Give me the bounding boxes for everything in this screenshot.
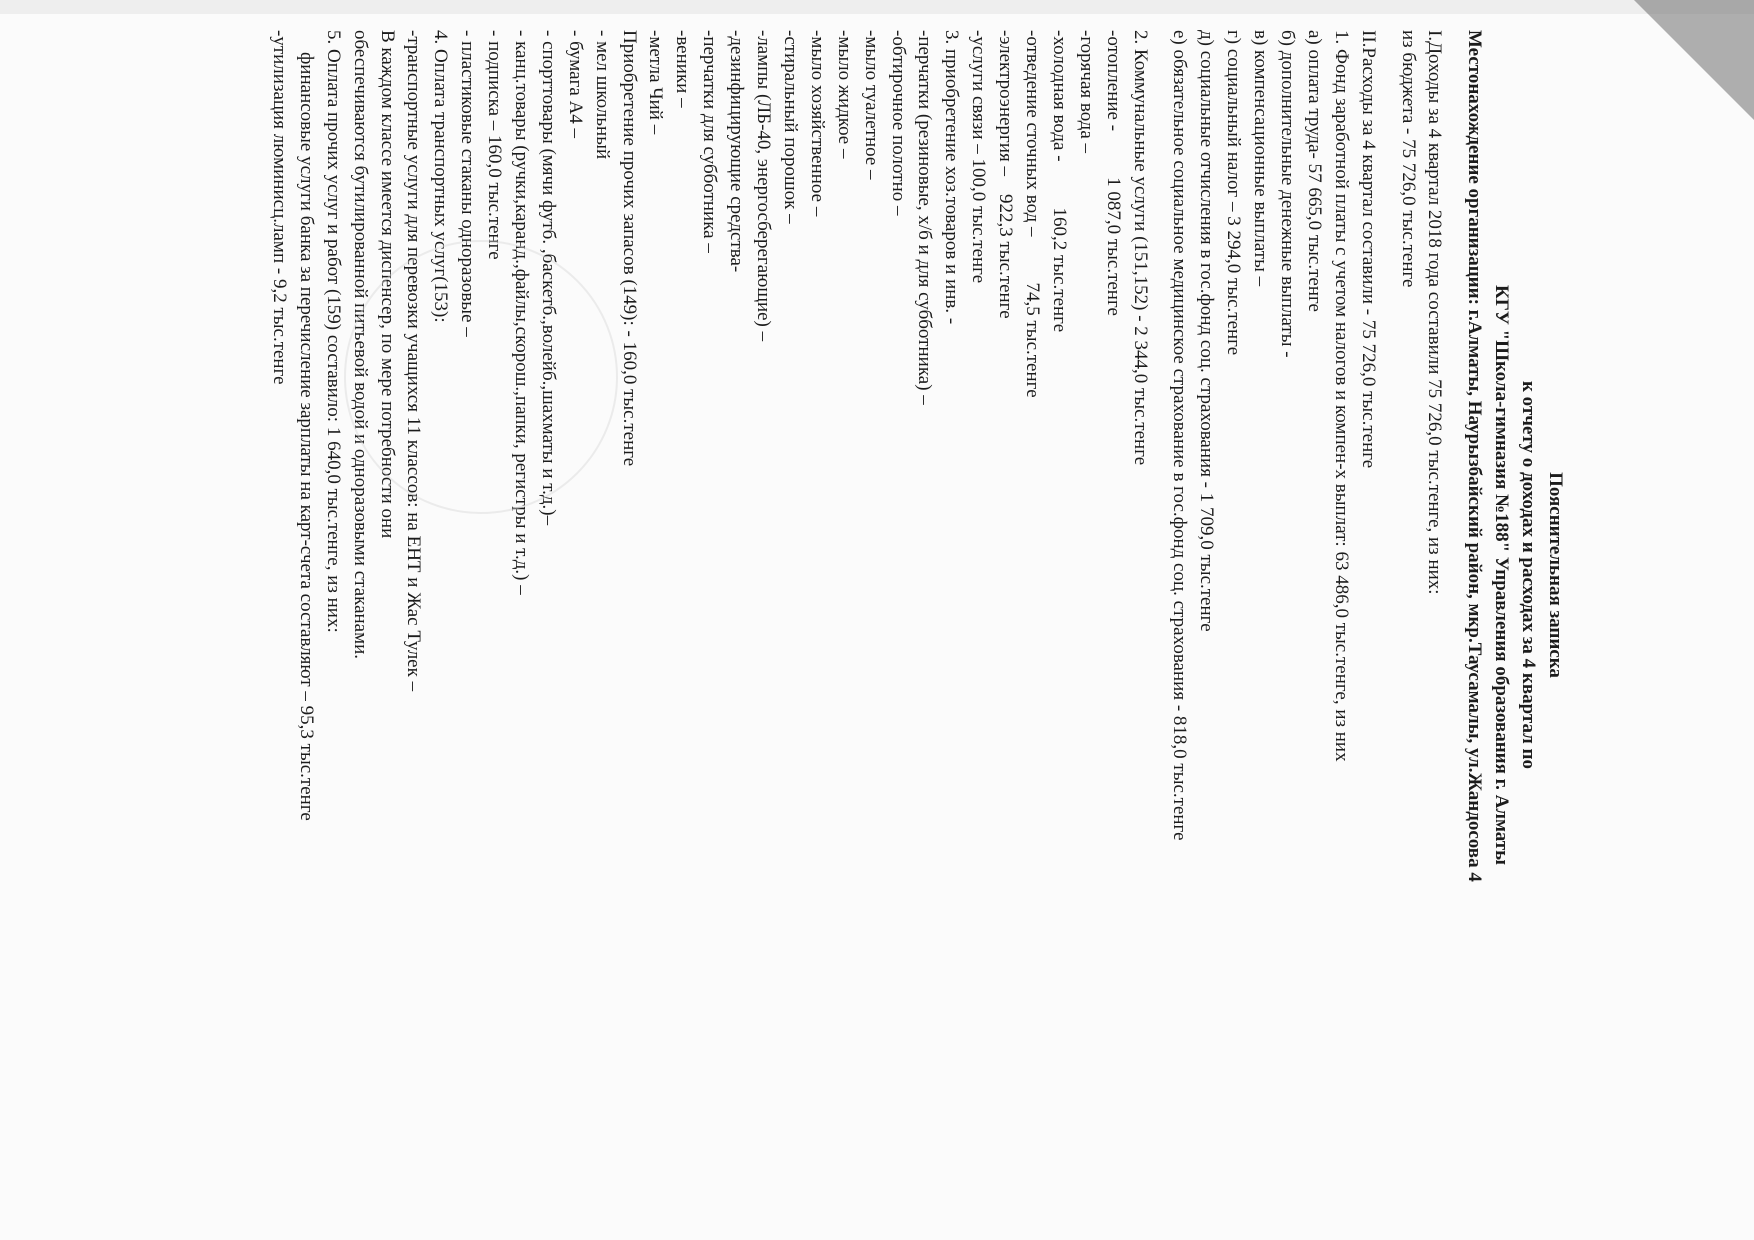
payroll-item-g: г) социальный налог – 3 294,0 тыс.тенге xyxy=(1223,30,1245,356)
transport-header: 4. Оплата транспортных услуг(153): xyxy=(430,30,452,323)
list-item: -мыло туалетное – xyxy=(860,30,882,180)
list-item: -мыло жидкое – xyxy=(833,30,855,159)
faint-stamp xyxy=(344,240,618,514)
list-item: - пластиковые стаканы одноразовые – xyxy=(457,30,479,337)
utilities-heating xyxy=(1099,30,1126,1120)
document-title: Пояснительная записка xyxy=(1545,472,1566,678)
list-item: - бумага А4 – xyxy=(564,30,586,139)
utilities-sewage xyxy=(1018,30,1045,1120)
folded-corner xyxy=(1634,0,1754,120)
list-item: -обтирочное полотно – xyxy=(887,30,909,216)
payroll-item-b: б) дополнительные денежные выплаты - xyxy=(1276,30,1298,358)
document-subtitle: к отчету о доходах и расходах за 4 квартал по xyxy=(1518,380,1540,770)
cold-water-value: 160,2 тыс.тенге xyxy=(1048,207,1070,333)
organization-name: КГУ "Школа-гимназия №188" Управления образования г. Алматы xyxy=(1491,285,1513,865)
heating-label: -отопление - xyxy=(1102,30,1124,132)
transport-note-line: В каждом классе имеется диспенсер, по мере потребности они xyxy=(376,30,398,539)
payroll-item-d: д) социальные отчисления в гос.фонд соц. страхования - 1 709,0 тыс.тенге xyxy=(1196,30,1218,632)
payroll-line: 1. Фонд заработной платы с учетом налогов и компен-х выплат: 63 486,0 тыс.тенге, из них xyxy=(1330,30,1352,762)
utilities-header: 2. Коммунальные услуги (151,152) - 2 344,0 тыс.тенге xyxy=(1129,30,1151,466)
list-item: -перчатки (резиновые, х/б и для субботника) – xyxy=(914,30,936,405)
other-stocks-header: Приобретение прочих запасов (149): - 160,0 тыс.тенге xyxy=(618,30,640,467)
heating-value: 1 087,0 тыс.тенге xyxy=(1102,177,1124,316)
sewage-value: 74,5 тыс.тенге xyxy=(1021,282,1043,398)
other-services-header: 5. Оплата прочих услуг и работ (159) составило: 1 640,0 тыс.тенге, из них: xyxy=(322,30,344,633)
cold-water-label: -холодная вода - xyxy=(1048,30,1070,162)
list-item: - спорттовары (мячи футб. ,баскетб.,волейб.,шахматы и т.д.)– xyxy=(537,30,559,526)
list-item: -перчатки для субботника – xyxy=(699,30,721,253)
electricity-label: -электроэнергия – xyxy=(995,30,1017,177)
sewage-label: -отведение сточных вод – xyxy=(1021,30,1043,237)
utilities-electricity xyxy=(991,30,1018,1120)
utilities-cold-water xyxy=(1045,30,1072,1120)
list-item: - мел школьный xyxy=(591,30,613,160)
list-item: - канц.товары (ручки,каранд.,файлы,скорош.,папки, регистры и т.д.) – xyxy=(511,30,533,595)
list-item: -дезинфицирующие средства- xyxy=(726,30,748,273)
transport-line: -транспортные услуги для перевозки учащихся 11 классов: на ЕНТ и Жас Тулек – xyxy=(403,30,425,692)
utilities-communication: -услуги связи – 100,0 тыс.тенге xyxy=(968,30,990,284)
list-item: - подписка – 160,0 тыс.тенге xyxy=(484,30,506,260)
income-line: I.Доходы за 4 квартал 2018 года составили 75 726,0 тыс.тенге, из них: xyxy=(1424,30,1446,595)
list-item: -стиральный порошок – xyxy=(779,30,801,224)
expenses-header: II.Расходы за 4 квартал составили - 75 726,0 тыс.тенге xyxy=(1357,30,1379,469)
list-item: -лампы (ЛБ-40, энергосберегающие) – xyxy=(753,30,775,342)
payroll-item-e: е) обязательное социальное медицинское страхование в гос.фонд соц. страхования - 818,0 тыс.тенге xyxy=(1169,30,1191,841)
other-services-line: финансовые услуги банка за перечисление зарплаты на карт-счета составляют – 95,3 тыс.тенге xyxy=(295,52,317,821)
utilities-hot-water: -горячая вода – xyxy=(1075,30,1097,154)
document-body xyxy=(108,30,1568,1120)
organization-location: Местонахождение организации: г.Алматы, Наурызбайский район, мкр.Таусамалы, ул.Жандосова 4 xyxy=(1464,30,1486,882)
transport-note-line: обеспечиваются бутилированной питьевой водой и одноразовыми стаканами. xyxy=(349,30,371,660)
payroll-item-v: в) компенсационные выплаты – xyxy=(1250,30,1272,287)
other-services-line: -утилизация люминисц.ламп - 9,2 тыс.тенге xyxy=(269,30,291,385)
income-budget-line: из бюджета - 75 726,0 тыс.тенге xyxy=(1397,30,1419,288)
household-header: 3. приобретение хоз.товаров и инв. - xyxy=(941,30,963,325)
payroll-item-a: а) оплата труда- 57 665,0 тыс.тенге xyxy=(1303,30,1325,312)
list-item: -метла Чий – xyxy=(645,30,667,135)
list-item: -мыло хозяйственное – xyxy=(806,30,828,217)
electricity-value: 922,3 тыс.тенге xyxy=(995,194,1017,319)
list-item: -веники – xyxy=(672,30,694,108)
